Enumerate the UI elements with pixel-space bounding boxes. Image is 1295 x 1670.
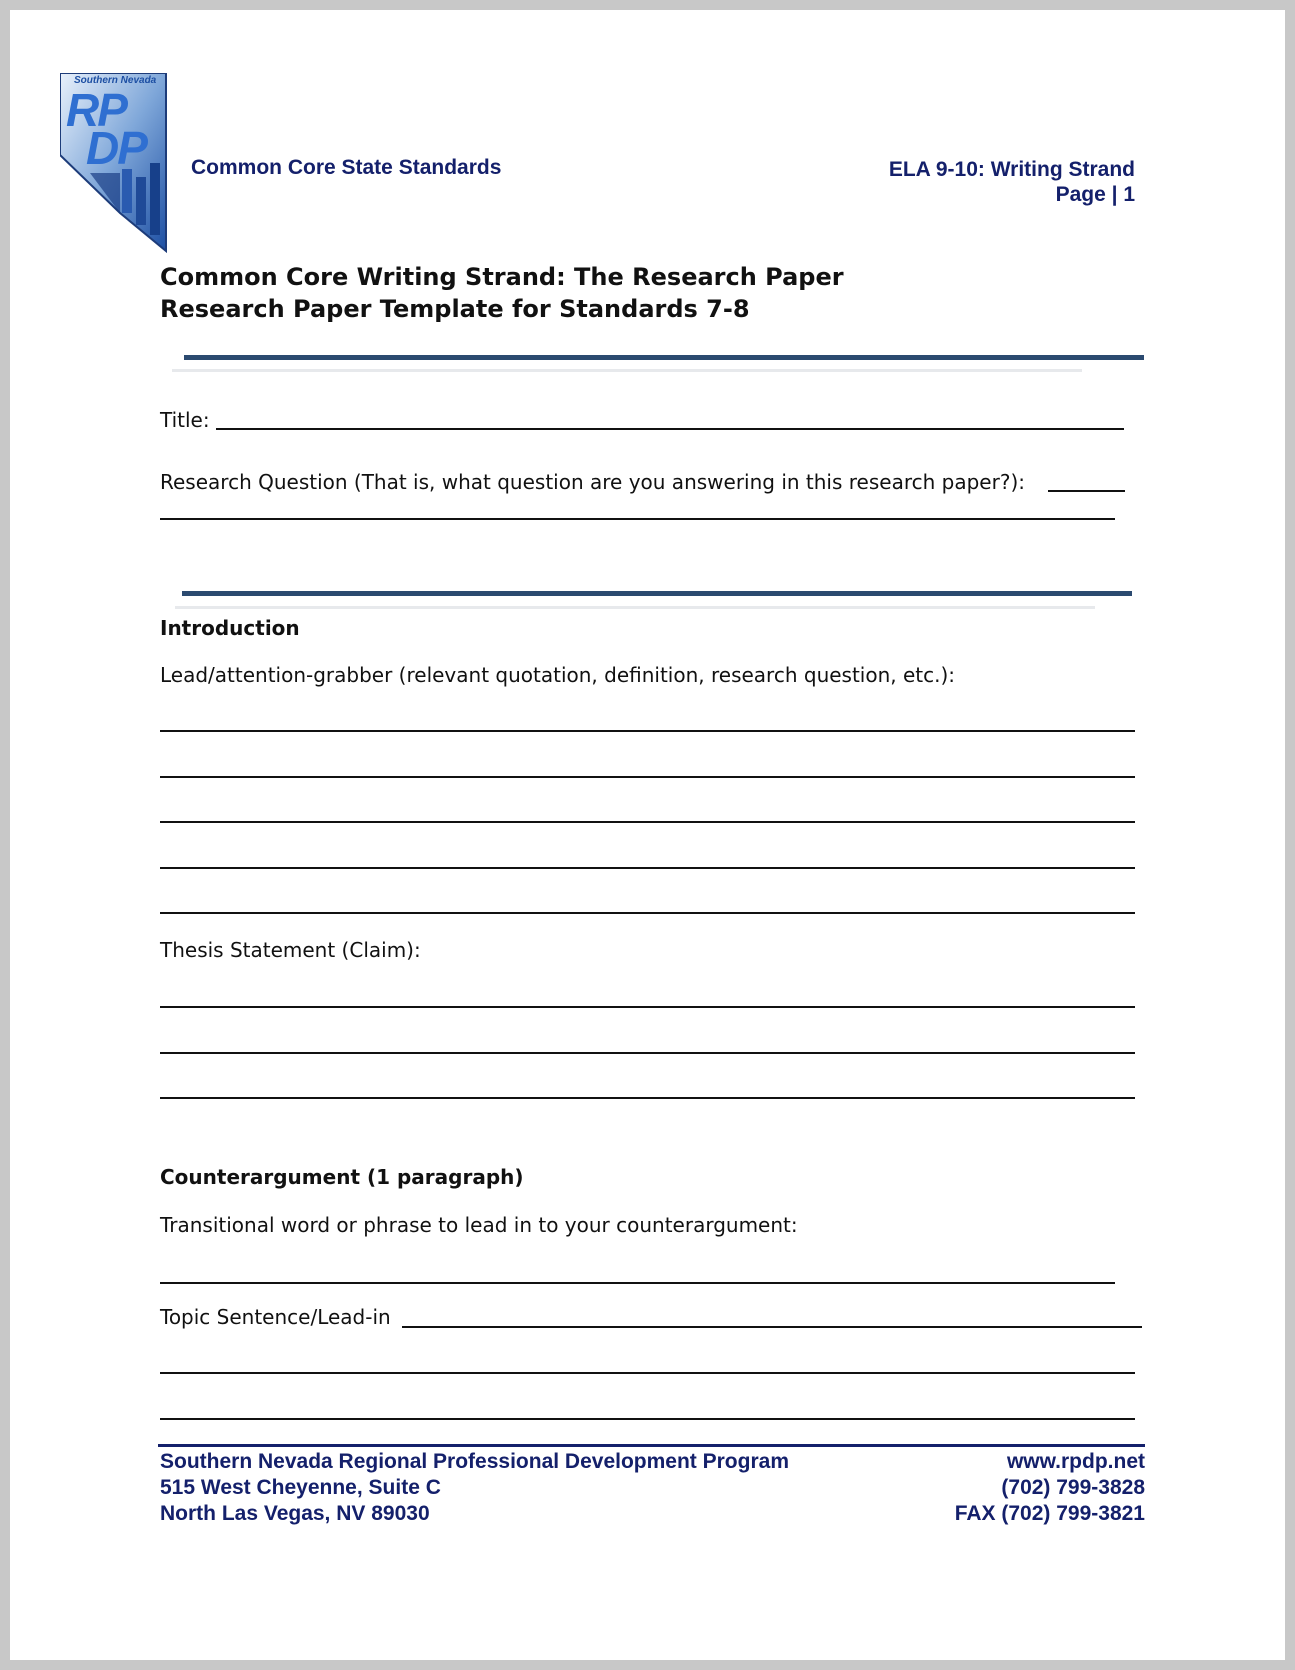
research-question-line-1[interactable] (1048, 490, 1125, 492)
divider-shadow (172, 369, 1082, 372)
topic-sentence-label: Topic Sentence/Lead-in (160, 1305, 391, 1329)
logo-letters-rp: RP (66, 84, 126, 136)
transition-line[interactable] (160, 1282, 1115, 1284)
header-page-number: Page | 1 (1055, 183, 1135, 206)
thesis-line[interactable] (160, 1052, 1135, 1054)
topic-sentence-line[interactable] (402, 1326, 1142, 1328)
rpdp-logo (60, 73, 180, 253)
footer-website[interactable]: www.rpdp.net (1006, 1450, 1145, 1473)
document-subtitle: Research Paper Template for Standards 7-8 (160, 295, 750, 323)
document-page (10, 10, 1285, 1660)
lead-line[interactable] (160, 867, 1135, 869)
thesis-line[interactable] (160, 1006, 1135, 1008)
topic-line[interactable] (160, 1372, 1135, 1374)
transition-label: Transitional word or phrase to lead in to your counterargument: (160, 1213, 798, 1237)
header-standards: Common Core State Standards (191, 156, 502, 179)
document-title: Common Core Writing Strand: The Research Paper (160, 263, 844, 291)
thesis-line[interactable] (160, 1097, 1135, 1099)
lead-line[interactable] (160, 912, 1135, 914)
title-input-line[interactable] (216, 428, 1124, 430)
lead-line[interactable] (160, 821, 1135, 823)
divider-bar (184, 355, 1144, 360)
footer-rule (158, 1444, 1145, 1447)
header-strand: ELA 9-10: Writing Strand (888, 158, 1135, 181)
divider-shadow (175, 606, 1095, 609)
footer-phone: (702) 799-3828 (1001, 1476, 1145, 1499)
footer-org: Southern Nevada Regional Professional Development Program (160, 1450, 789, 1473)
footer-address-1: 515 West Cheyenne, Suite C (160, 1476, 441, 1499)
divider-bar (182, 591, 1132, 596)
lead-line[interactable] (160, 776, 1135, 778)
footer-address-2: North Las Vegas, NV 89030 (160, 1502, 430, 1525)
logo-top-text: Southern Nevada (74, 75, 157, 86)
footer-fax: FAX (702) 799-3821 (954, 1502, 1145, 1525)
counterargument-heading: Counterargument (1 paragraph) (160, 1165, 524, 1189)
topic-line[interactable] (160, 1418, 1135, 1420)
thesis-label: Thesis Statement (Claim): (160, 938, 421, 962)
research-question-line-2[interactable] (160, 518, 1115, 520)
lead-label: Lead/attention-grabber (relevant quotation, definition, research question, etc.): (160, 663, 956, 687)
introduction-heading: Introduction (160, 616, 300, 640)
lead-line[interactable] (160, 730, 1135, 732)
research-question-label: Research Question (That is, what question are you answering in this research paper?): (160, 470, 1025, 494)
logo-letters-dp: DP (86, 122, 146, 174)
title-label: Title: (160, 408, 210, 432)
